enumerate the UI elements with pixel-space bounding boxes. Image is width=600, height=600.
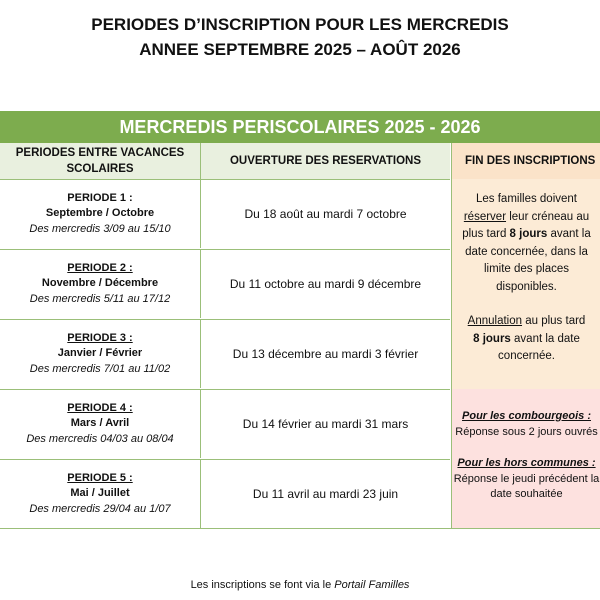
period-cell [0, 460, 200, 528]
fin-reservation-rules [452, 179, 600, 389]
column-header-periodes-text: PERIODES ENTRE VACANCES SCOLAIRES [15, 147, 185, 175]
opening-cell: Du 11 avril au mardi 23 juin [200, 460, 450, 528]
footer-note [0, 579, 600, 591]
opening-cell: Du 11 octobre au mardi 9 décembre [200, 250, 450, 318]
annul-days: 8 jours [473, 332, 511, 345]
table-row [0, 179, 450, 248]
column-header-ouverture-text: OUVERTURE DES RESERVATIONS [229, 155, 422, 167]
table-row [0, 459, 450, 528]
opening-cell: Du 14 février au mardi 31 mars [200, 390, 450, 458]
period-cell [0, 320, 200, 388]
fin-line [452, 331, 600, 349]
period-label: PERIODE 3 : [67, 331, 133, 344]
page-subtitle: ANNEE SEPTEMBRE 2025 – AOÛT 2026 [139, 40, 461, 59]
opening-cell: Du 13 décembre au mardi 3 février [200, 320, 450, 388]
period-cell [0, 180, 200, 248]
period-months: Mai / Juillet [70, 487, 130, 500]
combourgeois-text: Réponse sous 2 jours ouvrés [455, 425, 598, 438]
combourgeois-title: Pour les combourgeois : [462, 410, 591, 422]
column-header-ouverture [200, 143, 450, 179]
column-header-periodes [0, 143, 200, 179]
period-dates: Des mercredis 5/11 au 17/12 [29, 292, 171, 305]
opening-cell: Du 18 août au mardi 7 octobre [200, 180, 450, 248]
column-header-fin-text: FIN DES INSCRIPTIONS [465, 155, 596, 167]
table-row [0, 249, 450, 318]
fin-line: Les familles doivent [476, 193, 577, 205]
table-bottom-border [0, 528, 600, 529]
period-months: Septembre / Octobre [45, 207, 155, 220]
fin-line: disponibles. [496, 280, 557, 293]
hors-communes-text: date souhaitée [490, 488, 563, 500]
spacer [452, 440, 600, 456]
annulation-word: Annulation [467, 315, 523, 327]
period-months: Janvier / Février [57, 347, 143, 360]
fin-inscriptions-cell [451, 179, 600, 529]
table-row [0, 389, 450, 458]
period-label: PERIODE 2 : [67, 261, 133, 274]
fin-line [452, 313, 600, 331]
reserver-word: réserver [463, 210, 507, 223]
period-label: PERIODE 5 : [67, 471, 133, 484]
period-months: Mars / Avril [70, 417, 130, 430]
fin-line [452, 209, 600, 227]
period-label: PERIODE 4 : [67, 401, 133, 414]
period-label: PERIODE 1 : [67, 191, 133, 204]
fin-line [452, 226, 600, 244]
table-banner: MERCREDIS PERISCOLAIRES 2025 - 2026 [0, 111, 600, 143]
hors-communes-text: Réponse le jeudi précédent la [453, 472, 600, 485]
fin-line: concernée. [498, 350, 555, 362]
fin-line: date concernée, dans la [465, 245, 588, 258]
period-cell [0, 390, 200, 458]
period-dates: Des mercredis 29/04 au 1/07 [29, 502, 171, 515]
fin-response-rules [452, 389, 600, 529]
table-row [0, 319, 450, 388]
fin-text: plus tard [462, 228, 510, 240]
fin-text: au plus tard [522, 315, 586, 327]
footer-text: Les inscriptions se font via le [190, 579, 335, 591]
period-months: Novembre / Décembre [41, 277, 159, 290]
fin-text: leur créneau au [506, 210, 590, 223]
fin-line: limite des places [483, 263, 569, 275]
reserve-days: 8 jours [509, 228, 548, 240]
fin-text: avant la [547, 228, 591, 240]
period-dates: Des mercredis 7/01 au 11/02 [29, 362, 171, 375]
portal-name: Portail Familles [334, 579, 410, 591]
period-dates: Des mercredis 04/03 au 08/04 [26, 432, 174, 445]
fin-text: avant la date [510, 332, 580, 345]
spacer [452, 296, 600, 313]
column-header-fin [451, 143, 600, 179]
period-dates: Des mercredis 3/09 au 15/10 [29, 222, 171, 235]
hors-communes-title: Pour les hors communes : [457, 457, 596, 469]
period-cell [0, 250, 200, 318]
page-title: PERIODES D’INSCRIPTION POUR LES MERCREDIS [91, 15, 509, 34]
